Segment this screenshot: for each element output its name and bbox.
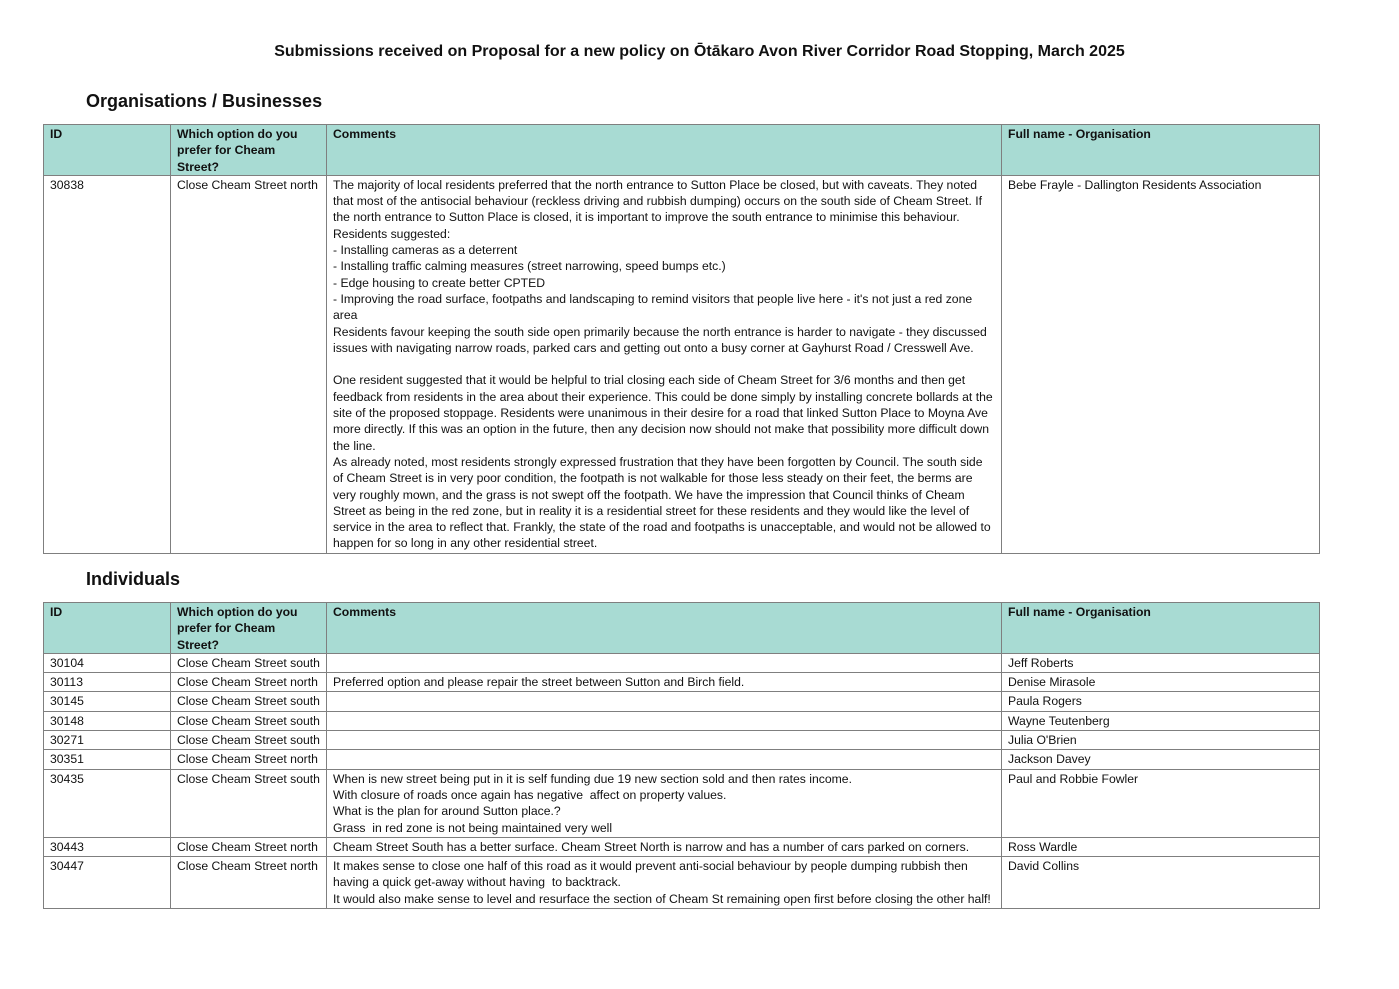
submission-id-cell: 30838 (44, 175, 171, 553)
individuals-table (43, 602, 1320, 909)
comment-paragraph: - Edge housing to create better CPTED (333, 275, 546, 290)
comment-paragraph: Grass in red zone is not being maintained very well (333, 820, 613, 835)
full-name-cell: Jeff Roberts (1002, 653, 1320, 672)
submission-id-cell: 30113 (44, 673, 171, 692)
comment-paragraph: The majority of local residents preferred that the north entrance to Sutton Place be closed, but with caveats. They noted that most of the antisocial behaviour (reckless driving and rubbish dumping) occurs on the south side of Cheam Street. If the north entrance to Sutton Place is closed, it is important to improve the south entrance to minimise this behaviour. (333, 177, 986, 225)
organisations-table-body (44, 175, 1320, 553)
comment-paragraph: One resident suggested that it would be helpful to trial closing each side of Cheam Street for 3/6 months and then get feedback from residents in the area about their experience. This could be done simply by installing concrete bollards at the site of the proposed stoppage. Residents were unanimous in their desire for a road that linked Sutton Place to Moyna Ave more directly. If this was an option in the future, then any decision now should not make that possibility more difficult down the line. (333, 373, 997, 453)
comment-paragraph: It makes sense to close one half of this road as it would prevent anti-social behaviour by people dumping rubbish then having a quick get-away without having to backtrack. (333, 859, 972, 890)
full-name-cell: David Collins (1002, 857, 1320, 909)
comments-cell (327, 837, 1002, 856)
comment-paragraph (333, 356, 995, 372)
table-row (44, 692, 1320, 711)
table-header-row (44, 603, 1320, 654)
table-row (44, 673, 1320, 692)
full-name-cell: Julia O'Brien (1002, 731, 1320, 750)
individuals-table-body (44, 653, 1320, 908)
preferred-option-cell: Close Cheam Street south (171, 731, 327, 750)
comments-cell (327, 750, 1002, 769)
preferred-option-cell: Close Cheam Street south (171, 653, 327, 672)
table-row (44, 750, 1320, 769)
submission-id-cell: 30104 (44, 653, 171, 672)
comments-cell (327, 653, 1002, 672)
preferred-option-cell: Close Cheam Street north (171, 673, 327, 692)
comment-paragraph: When is new street being put in it is self funding due 19 new section sold and then rates income. (333, 771, 852, 786)
comments-cell (327, 769, 1002, 837)
full-name-cell: Denise Mirasole (1002, 673, 1320, 692)
full-name-cell: Wayne Teutenberg (1002, 711, 1320, 730)
id-column-header: ID (44, 125, 171, 176)
table-header-row (44, 125, 1320, 176)
organisations-table (43, 124, 1320, 554)
submission-id-cell: 30271 (44, 731, 171, 750)
table-row (44, 837, 1320, 856)
comment-paragraph: - Installing traffic calming measures (street narrowing, speed bumps etc.) (333, 259, 726, 274)
table-row (44, 857, 1320, 909)
comments-cell (327, 673, 1002, 692)
table-row (44, 731, 1320, 750)
preferred-option-cell: Close Cheam Street south (171, 711, 327, 730)
preferred-option-cell: Close Cheam Street north (171, 837, 327, 856)
preferred-option-cell: Close Cheam Street south (171, 692, 327, 711)
id-column-header: ID (44, 603, 171, 654)
table-row (44, 175, 1320, 553)
submission-id-cell: 30447 (44, 857, 171, 909)
comment-paragraph: As already noted, most residents strongly expressed frustration that they have been forgotten by Council. The south side of Cheam Street is in very poor condition, the footpath is not walkable for those less steady on their feet, the berms are very roughly mown, and the grass is not swept off the footpath. We have the impression that Council thinks of Cheam Street as being in the red zone, but in reality it is a residential street for these residents and they would like the level of service in the area to reflect that. Frankly, the state of the road and footpaths is unacceptable, and would not be allowed to happen for so long in any other residential street. (333, 454, 995, 551)
comment-paragraph: Cheam Street South has a better surface. Cheam Street North is narrow and has a number of cars parked on corners. (333, 839, 970, 854)
comments-column-header: Comments (327, 603, 1002, 654)
submission-id-cell: 30148 (44, 711, 171, 730)
submission-id-cell: 30443 (44, 837, 171, 856)
submission-id-cell: 30145 (44, 692, 171, 711)
organisations-heading: Organisations / Businesses (86, 91, 323, 111)
comments-cell (327, 175, 1002, 553)
comment-paragraph: - Installing cameras as a deterrent (333, 243, 518, 258)
comment-paragraph: Residents suggested: (333, 226, 451, 241)
name-column-header: Full name - Organisation (1002, 125, 1320, 176)
comment-paragraph: - Improving the road surface, footpaths and landscaping to remind visitors that people live here - it's not just a red zone area (333, 291, 976, 323)
comments-cell (327, 692, 1002, 711)
comments-column-header: Comments (327, 125, 1002, 176)
table-row (44, 769, 1320, 837)
full-name-cell: Jackson Davey (1002, 750, 1320, 769)
full-name-cell: Paul and Robbie Fowler (1002, 769, 1320, 837)
preferred-option-cell: Close Cheam Street south (171, 769, 327, 837)
comment-paragraph: Residents favour keeping the south side open primarily because the north entrance is harder to navigate - they discussed issues with navigating narrow roads, parked cars and getting out onto a busy corner at Gayhurst Road / Cresswell Ave. (333, 324, 991, 355)
submission-id-cell: 30435 (44, 769, 171, 837)
individuals-heading: Individuals (86, 569, 181, 589)
comment-paragraph: With closure of roads once again has negative affect on property values. (333, 787, 727, 802)
preferred-option-cell: Close Cheam Street north (171, 857, 327, 909)
submission-id-cell: 30351 (44, 750, 171, 769)
full-name-cell: Paula Rogers (1002, 692, 1320, 711)
option-column-header: Which option do you prefer for Cheam Street? (171, 603, 327, 654)
full-name-cell: Ross Wardle (1002, 837, 1320, 856)
comments-cell (327, 857, 1002, 909)
preferred-option-cell: Close Cheam Street north (171, 750, 327, 769)
name-column-header: Full name - Organisation (1002, 603, 1320, 654)
full-name-cell: Bebe Frayle - Dallington Residents Association (1002, 175, 1320, 553)
preferred-option-cell: Close Cheam Street north (171, 175, 327, 553)
option-column-header: Which option do you prefer for Cheam Street? (171, 125, 327, 176)
table-row (44, 653, 1320, 672)
table-row (44, 711, 1320, 730)
comment-paragraph: It would also make sense to level and resurface the section of Cheam St remaining open first before closing the other half! (333, 891, 991, 906)
comments-cell (327, 731, 1002, 750)
comment-paragraph: Preferred option and please repair the street between Sutton and Birch field. (333, 675, 745, 690)
comment-paragraph: What is the plan for around Sutton place.? (333, 804, 561, 819)
document-title: Submissions received on Proposal for a new policy on Ōtākaro Avon River Corridor Road Stopping, March 2025 (274, 43, 1125, 60)
comments-cell (327, 711, 1002, 730)
